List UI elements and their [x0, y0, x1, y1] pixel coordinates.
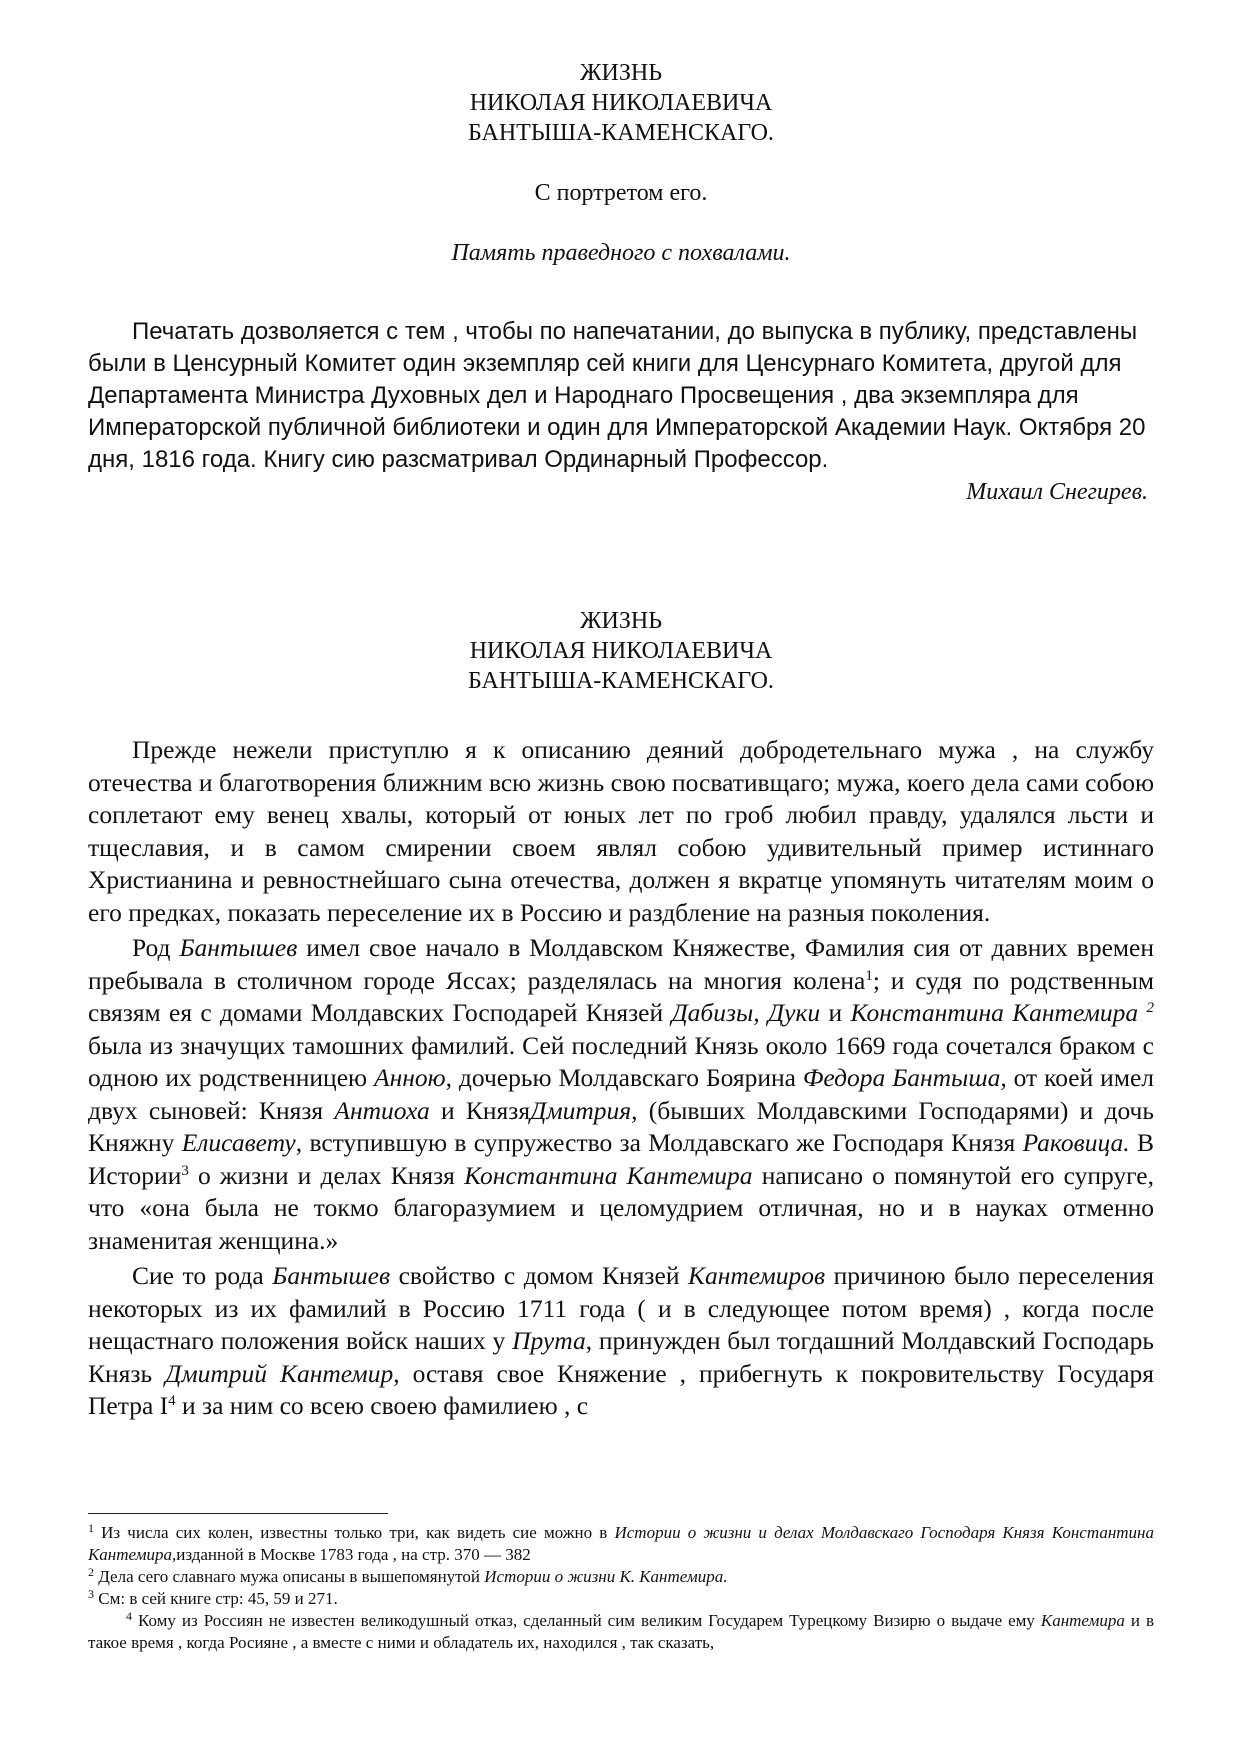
header-title [88, 58, 1154, 148]
footnote-divider [88, 1513, 388, 1514]
footnote-3: $^3$ См: в сей книге стр: 45, 59 и 271. [88, 1587, 338, 1608]
title-line-1: ЖИЗНЬ [580, 60, 662, 86]
footnote-ref-4[interactable]: 4 [168, 1393, 176, 1409]
title-line-2: НИКОЛАЯ НИКОЛАЕВИЧА [469, 90, 773, 116]
main-title [88, 606, 1154, 696]
motto: Память праведного с похвалами. [451, 240, 791, 266]
censor-signature: Михаил Снегирев. [966, 479, 1148, 505]
main-title-line-3: БАНТЫША-КАМЕНСКАГО. [468, 668, 774, 694]
footnote-1: $^1$ Из числа сих колен, известны только три, как видеть сие можно в Истории о жизни и делах Молдавскаго Господаря Князя Константина Кантемира,изданной в Москве 1783 года , на стр. 370 — 382 [88, 1521, 1154, 1564]
subtitle: С портретом его. [534, 180, 708, 206]
censorship-notice: Печатать дозволяется с тем , чтобы по напечатании, до выпуска в публику, представлены были в Ценсурный Комитет один экземпляр сей книги для Ценсурнаго Комитета, другой для Департамента Министра Духовных дел и Народнаго Просвещения , два экземпляра для Императорской публичной библиотеки и один для Императорской Академии Наук. Октября 20 дня, 1816 года. Книгу сию разсматривал Ординарный Профессор. [88, 318, 1146, 473]
footnote-2: $^2$ Дела сего славнаго мужа описаны в вышепомянутой Истории о жизни К. Кантемира. [88, 1565, 728, 1586]
body-paragraph-2: Род Бантышев имел свое начало в Молдавском Княжестве, Фамилия сия от давних времен пребывала в столичном городе Яссах; разделялась на многия колена$^1$; и судя по родственным связям ея с домами Молдавских Господарей Князей Дабизы, Дуки и Константина Кантемира $^2$ была из значущих тамошних фамилий. Сей последний Князь около 1669 года сочетался браком с одною их родственницею Анною, дочерью Молдавскаго Боярина Федора Бантыша, от коей имел двух сыновей: Князя Антиоха и КнязяДмитрия, (бывших Молдавскими Господарями) и дочь Княжну Елисавету, вступившую в супружество за Молдавскаго же Господаря Князя Раковица. В Истории$^3$ о жизни и делах Князя Константина Кантемира написано о помянутой его супруге, что «она была не токмо благоразумием и целомудрием отличная, но и в науках отменно знаменитая женщина.» [88, 933, 1154, 1255]
footnotes [88, 1513, 1154, 1654]
title-line-3: БАНТЫША-КАМЕНСКАГО. [468, 120, 774, 146]
body-paragraph-3: Сие то рода Бантышев свойство с домом Князей Кантемиров причиною было переселения некоторых из их фамилий в Россию 1711 года ( и в следующее потом время) , когда после нещастнаго положения войск наших у Прута, принужден был тогдашний Молдавский Господарь Князь Дмитрий Кантемир, оставя свое Княжение , прибегнуть к покровительству Государя Петра $I^4$ и за ним со всею своею фамилиею , с [88, 1261, 1154, 1420]
footnote-4: $^4$ Кому из Россиян не известен великодушный отказ, сделанный сим великим Государем Турецкому Визирю о выдаче ему Кантемира и в такое время , когда Росияне , а вместе с ними и обладатель их, находился , так сказать, [88, 1609, 1154, 1652]
main-title-line-1: ЖИЗНЬ [580, 608, 662, 634]
footnote-ref-2[interactable]: 2 [1146, 1000, 1154, 1016]
footnote-ref-1[interactable]: 1 [865, 967, 873, 984]
footnote-ref-3[interactable]: 3 [181, 1162, 189, 1179]
main-title-line-2: НИКОЛАЯ НИКОЛАЕВИЧА [469, 638, 773, 664]
page-content [88, 58, 1154, 1423]
body-paragraph-1: Прежде нежели приступлю я к описанию деяний добродетельнаго мужа , на службу отечества и благотворения ближним всю жизнь свою посвативщаго; мужа, коего дела сами собою соплетают ему венец хвалы, который от юных лет по гроб любил правду, удалялся льсти и тщеславия, и в самом смирении своем являл собою удивительный пример истиннаго Христианина и ревностнейшаго сына отечества, должен я вкратце упомянуть читателям моим о его предках, показать переселение их в Россию и раздбление на разныя поколения. [88, 735, 1154, 927]
